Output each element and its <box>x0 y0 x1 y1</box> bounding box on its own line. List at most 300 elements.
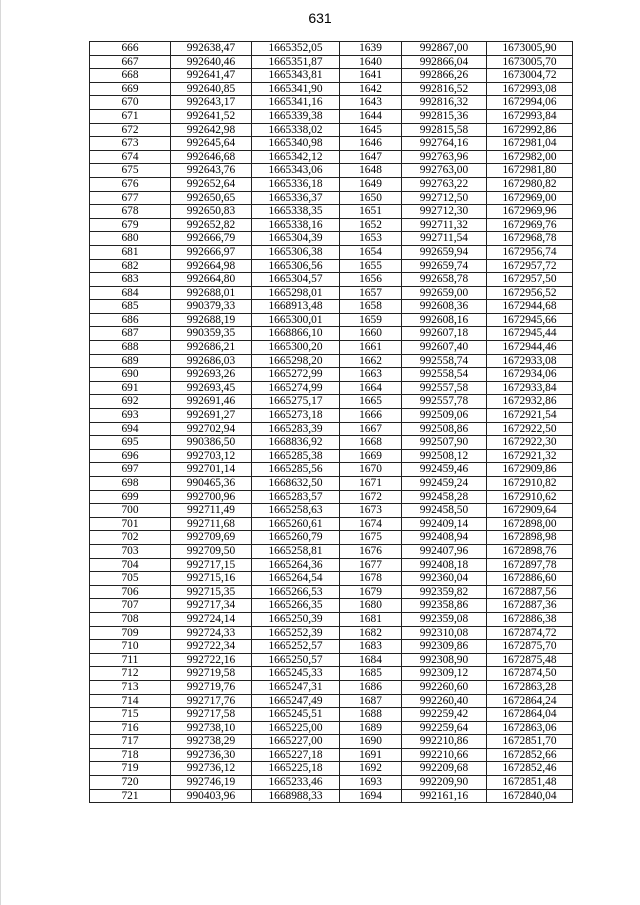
point-number-right-cell: 1664 <box>340 381 402 395</box>
x-coordinate-left-cell: 992736,30 <box>171 748 252 762</box>
x-coordinate-left-cell: 992688,01 <box>171 286 252 300</box>
table-row <box>90 612 573 626</box>
x-coordinate-right-cell: 992210,86 <box>402 735 487 749</box>
point-number-left-cell: 695 <box>90 436 171 450</box>
y-coordinate-right-cell: 1672887,56 <box>487 585 573 599</box>
x-coordinate-left-cell: 992664,80 <box>171 273 252 287</box>
y-coordinate-left-cell: 1668913,48 <box>252 300 340 314</box>
y-coordinate-right-cell: 1672933,08 <box>487 354 573 368</box>
x-coordinate-right-cell: 992309,12 <box>402 667 487 681</box>
y-coordinate-right-cell: 1672909,64 <box>487 504 573 518</box>
x-coordinate-left-cell: 992666,79 <box>171 232 252 246</box>
x-coordinate-right-cell: 992458,50 <box>402 504 487 518</box>
y-coordinate-left-cell: 1665264,54 <box>252 572 340 586</box>
x-coordinate-right-cell: 992459,46 <box>402 463 487 477</box>
table-row <box>90 544 573 558</box>
point-number-left-cell: 689 <box>90 354 171 368</box>
y-coordinate-right-cell: 1672993,08 <box>487 82 573 96</box>
point-number-left-cell: 682 <box>90 259 171 273</box>
x-coordinate-right-cell: 992607,18 <box>402 327 487 341</box>
table-row <box>90 205 573 219</box>
point-number-left-cell: 668 <box>90 69 171 83</box>
y-coordinate-right-cell: 1672934,06 <box>487 368 573 382</box>
y-coordinate-left-cell: 1665298,20 <box>252 354 340 368</box>
table-row <box>90 177 573 191</box>
point-number-left-cell: 679 <box>90 218 171 232</box>
table-row <box>90 123 573 137</box>
x-coordinate-left-cell: 992642,98 <box>171 123 252 137</box>
point-number-left-cell: 684 <box>90 286 171 300</box>
x-coordinate-left-cell: 992719,76 <box>171 680 252 694</box>
y-coordinate-right-cell: 1672898,98 <box>487 531 573 545</box>
x-coordinate-right-cell: 992359,82 <box>402 585 487 599</box>
table-row <box>90 449 573 463</box>
y-coordinate-right-cell: 1672886,38 <box>487 612 573 626</box>
y-coordinate-right-cell: 1672851,70 <box>487 735 573 749</box>
y-coordinate-right-cell: 1672969,76 <box>487 218 573 232</box>
table-row <box>90 341 573 355</box>
x-coordinate-right-cell: 992558,54 <box>402 368 487 382</box>
x-coordinate-right-cell: 992408,18 <box>402 558 487 572</box>
y-coordinate-right-cell: 1672874,72 <box>487 626 573 640</box>
y-coordinate-right-cell: 1672980,82 <box>487 177 573 191</box>
point-number-right-cell: 1663 <box>340 368 402 382</box>
y-coordinate-right-cell: 1672969,00 <box>487 191 573 205</box>
x-coordinate-left-cell: 992717,76 <box>171 694 252 708</box>
y-coordinate-left-cell: 1665298,01 <box>252 286 340 300</box>
x-coordinate-right-cell: 992867,00 <box>402 42 487 56</box>
point-number-right-cell: 1685 <box>340 667 402 681</box>
point-number-right-cell: 1693 <box>340 776 402 790</box>
y-coordinate-left-cell: 1665260,61 <box>252 517 340 531</box>
x-coordinate-right-cell: 992408,94 <box>402 531 487 545</box>
x-coordinate-right-cell: 992763,96 <box>402 150 487 164</box>
y-coordinate-left-cell: 1665247,49 <box>252 694 340 708</box>
y-coordinate-right-cell: 1672909,86 <box>487 463 573 477</box>
point-number-left-cell: 698 <box>90 477 171 491</box>
x-coordinate-right-cell: 992557,58 <box>402 381 487 395</box>
x-coordinate-left-cell: 992641,52 <box>171 109 252 123</box>
point-number-right-cell: 1646 <box>340 137 402 151</box>
x-coordinate-left-cell: 992724,33 <box>171 626 252 640</box>
table-row <box>90 748 573 762</box>
x-coordinate-left-cell: 992652,64 <box>171 177 252 191</box>
table-row <box>90 273 573 287</box>
table-row <box>90 42 573 56</box>
x-coordinate-left-cell: 992711,68 <box>171 517 252 531</box>
x-coordinate-left-cell: 992691,46 <box>171 395 252 409</box>
point-number-right-cell: 1694 <box>340 789 402 803</box>
point-number-right-cell: 1651 <box>340 205 402 219</box>
y-coordinate-left-cell: 1665225,18 <box>252 762 340 776</box>
table-row <box>90 137 573 151</box>
point-number-left-cell: 670 <box>90 96 171 110</box>
y-coordinate-right-cell: 1672932,86 <box>487 395 573 409</box>
y-coordinate-right-cell: 1672957,50 <box>487 273 573 287</box>
y-coordinate-left-cell: 1665233,46 <box>252 776 340 790</box>
y-coordinate-left-cell: 1665341,90 <box>252 82 340 96</box>
point-number-right-cell: 1665 <box>340 395 402 409</box>
y-coordinate-right-cell: 1672864,24 <box>487 694 573 708</box>
point-number-left-cell: 691 <box>90 381 171 395</box>
x-coordinate-right-cell: 992608,16 <box>402 313 487 327</box>
y-coordinate-left-cell: 1668836,92 <box>252 436 340 450</box>
point-number-right-cell: 1679 <box>340 585 402 599</box>
x-coordinate-right-cell: 992659,00 <box>402 286 487 300</box>
x-coordinate-left-cell: 990386,50 <box>171 436 252 450</box>
x-coordinate-left-cell: 992722,34 <box>171 640 252 654</box>
point-number-right-cell: 1654 <box>340 245 402 259</box>
point-number-right-cell: 1690 <box>340 735 402 749</box>
point-number-right-cell: 1648 <box>340 164 402 178</box>
point-number-left-cell: 714 <box>90 694 171 708</box>
x-coordinate-left-cell: 992650,65 <box>171 191 252 205</box>
point-number-left-cell: 719 <box>90 762 171 776</box>
table-row <box>90 69 573 83</box>
point-number-left-cell: 699 <box>90 490 171 504</box>
x-coordinate-left-cell: 990465,36 <box>171 477 252 491</box>
point-number-right-cell: 1686 <box>340 680 402 694</box>
y-coordinate-left-cell: 1665336,37 <box>252 191 340 205</box>
point-number-left-cell: 705 <box>90 572 171 586</box>
y-coordinate-left-cell: 1665225,00 <box>252 721 340 735</box>
y-coordinate-left-cell: 1665266,35 <box>252 599 340 613</box>
x-coordinate-left-cell: 990359,35 <box>171 327 252 341</box>
x-coordinate-left-cell: 992638,47 <box>171 42 252 56</box>
y-coordinate-right-cell: 1672875,70 <box>487 640 573 654</box>
x-coordinate-left-cell: 992711,49 <box>171 504 252 518</box>
table-row <box>90 354 573 368</box>
x-coordinate-right-cell: 992711,32 <box>402 218 487 232</box>
point-number-left-cell: 685 <box>90 300 171 314</box>
y-coordinate-left-cell: 1665304,57 <box>252 273 340 287</box>
y-coordinate-left-cell: 1665283,57 <box>252 490 340 504</box>
x-coordinate-right-cell: 992608,36 <box>402 300 487 314</box>
point-number-left-cell: 717 <box>90 735 171 749</box>
point-number-right-cell: 1669 <box>340 449 402 463</box>
coordinates-table-wrapper <box>89 41 572 803</box>
point-number-left-cell: 715 <box>90 708 171 722</box>
x-coordinate-left-cell: 992641,47 <box>171 69 252 83</box>
x-coordinate-right-cell: 992359,08 <box>402 612 487 626</box>
y-coordinate-left-cell: 1668632,50 <box>252 477 340 491</box>
y-coordinate-right-cell: 1672886,60 <box>487 572 573 586</box>
point-number-right-cell: 1687 <box>340 694 402 708</box>
y-coordinate-right-cell: 1672968,78 <box>487 232 573 246</box>
point-number-right-cell: 1644 <box>340 109 402 123</box>
x-coordinate-left-cell: 992686,21 <box>171 341 252 355</box>
x-coordinate-left-cell: 992650,83 <box>171 205 252 219</box>
y-coordinate-left-cell: 1665338,02 <box>252 123 340 137</box>
y-coordinate-right-cell: 1672982,00 <box>487 150 573 164</box>
y-coordinate-right-cell: 1672921,54 <box>487 409 573 423</box>
y-coordinate-left-cell: 1665250,57 <box>252 653 340 667</box>
y-coordinate-right-cell: 1673005,70 <box>487 55 573 69</box>
page-edge-line <box>0 0 1 905</box>
point-number-left-cell: 711 <box>90 653 171 667</box>
point-number-right-cell: 1657 <box>340 286 402 300</box>
table-row <box>90 626 573 640</box>
point-number-left-cell: 673 <box>90 137 171 151</box>
y-coordinate-right-cell: 1672993,84 <box>487 109 573 123</box>
table-row <box>90 776 573 790</box>
x-coordinate-left-cell: 992738,10 <box>171 721 252 735</box>
x-coordinate-left-cell: 992645,64 <box>171 137 252 151</box>
table-row <box>90 150 573 164</box>
table-row <box>90 55 573 69</box>
x-coordinate-left-cell: 992646,68 <box>171 150 252 164</box>
x-coordinate-left-cell: 992640,85 <box>171 82 252 96</box>
y-coordinate-right-cell: 1672981,80 <box>487 164 573 178</box>
y-coordinate-right-cell: 1672992,86 <box>487 123 573 137</box>
point-number-left-cell: 696 <box>90 449 171 463</box>
point-number-left-cell: 721 <box>90 789 171 803</box>
point-number-left-cell: 707 <box>90 599 171 613</box>
y-coordinate-left-cell: 1665283,39 <box>252 422 340 436</box>
point-number-right-cell: 1673 <box>340 504 402 518</box>
x-coordinate-right-cell: 992508,86 <box>402 422 487 436</box>
point-number-left-cell: 687 <box>90 327 171 341</box>
point-number-left-cell: 688 <box>90 341 171 355</box>
x-coordinate-left-cell: 992640,46 <box>171 55 252 69</box>
point-number-right-cell: 1680 <box>340 599 402 613</box>
point-number-right-cell: 1667 <box>340 422 402 436</box>
x-coordinate-right-cell: 992209,68 <box>402 762 487 776</box>
table-row <box>90 286 573 300</box>
point-number-left-cell: 669 <box>90 82 171 96</box>
table-row <box>90 164 573 178</box>
table-row <box>90 191 573 205</box>
x-coordinate-left-cell: 992746,19 <box>171 776 252 790</box>
x-coordinate-left-cell: 992701,14 <box>171 463 252 477</box>
table-row <box>90 721 573 735</box>
y-coordinate-right-cell: 1672922,50 <box>487 422 573 436</box>
point-number-left-cell: 708 <box>90 612 171 626</box>
y-coordinate-left-cell: 1665304,39 <box>252 232 340 246</box>
y-coordinate-right-cell: 1672863,06 <box>487 721 573 735</box>
x-coordinate-right-cell: 992309,86 <box>402 640 487 654</box>
x-coordinate-right-cell: 992607,40 <box>402 341 487 355</box>
table-row <box>90 381 573 395</box>
table-row <box>90 762 573 776</box>
table-row <box>90 82 573 96</box>
x-coordinate-right-cell: 992711,54 <box>402 232 487 246</box>
x-coordinate-right-cell: 992358,86 <box>402 599 487 613</box>
point-number-left-cell: 680 <box>90 232 171 246</box>
point-number-left-cell: 712 <box>90 667 171 681</box>
point-number-left-cell: 701 <box>90 517 171 531</box>
point-number-left-cell: 677 <box>90 191 171 205</box>
y-coordinate-left-cell: 1665273,18 <box>252 409 340 423</box>
x-coordinate-right-cell: 992659,94 <box>402 245 487 259</box>
x-coordinate-right-cell: 992558,74 <box>402 354 487 368</box>
coordinates-table-body <box>90 42 573 803</box>
point-number-right-cell: 1645 <box>340 123 402 137</box>
y-coordinate-right-cell: 1672957,72 <box>487 259 573 273</box>
x-coordinate-left-cell: 992709,69 <box>171 531 252 545</box>
point-number-right-cell: 1675 <box>340 531 402 545</box>
table-row <box>90 395 573 409</box>
y-coordinate-left-cell: 1665336,18 <box>252 177 340 191</box>
point-number-left-cell: 692 <box>90 395 171 409</box>
y-coordinate-right-cell: 1672852,46 <box>487 762 573 776</box>
y-coordinate-left-cell: 1665340,98 <box>252 137 340 151</box>
y-coordinate-left-cell: 1665250,39 <box>252 612 340 626</box>
x-coordinate-right-cell: 992209,90 <box>402 776 487 790</box>
y-coordinate-right-cell: 1672994,06 <box>487 96 573 110</box>
point-number-right-cell: 1677 <box>340 558 402 572</box>
y-coordinate-right-cell: 1672874,50 <box>487 667 573 681</box>
y-coordinate-left-cell: 1665338,35 <box>252 205 340 219</box>
table-row <box>90 422 573 436</box>
point-number-left-cell: 697 <box>90 463 171 477</box>
x-coordinate-left-cell: 992686,03 <box>171 354 252 368</box>
point-number-right-cell: 1656 <box>340 273 402 287</box>
point-number-right-cell: 1688 <box>340 708 402 722</box>
page-number: 631 <box>308 10 332 26</box>
y-coordinate-right-cell: 1672921,32 <box>487 449 573 463</box>
y-coordinate-right-cell: 1672910,62 <box>487 490 573 504</box>
point-number-left-cell: 720 <box>90 776 171 790</box>
table-row <box>90 653 573 667</box>
x-coordinate-right-cell: 992509,06 <box>402 409 487 423</box>
point-number-left-cell: 690 <box>90 368 171 382</box>
x-coordinate-right-cell: 992409,14 <box>402 517 487 531</box>
point-number-left-cell: 681 <box>90 245 171 259</box>
y-coordinate-left-cell: 1665264,36 <box>252 558 340 572</box>
y-coordinate-left-cell: 1665285,56 <box>252 463 340 477</box>
x-coordinate-left-cell: 992688,19 <box>171 313 252 327</box>
x-coordinate-left-cell: 992693,45 <box>171 381 252 395</box>
table-row <box>90 477 573 491</box>
table-row <box>90 490 573 504</box>
table-row <box>90 680 573 694</box>
y-coordinate-left-cell: 1665274,99 <box>252 381 340 395</box>
x-coordinate-left-cell: 992643,76 <box>171 164 252 178</box>
x-coordinate-right-cell: 992764,16 <box>402 137 487 151</box>
x-coordinate-right-cell: 992712,50 <box>402 191 487 205</box>
table-row <box>90 667 573 681</box>
y-coordinate-left-cell: 1665300,20 <box>252 341 340 355</box>
x-coordinate-left-cell: 990379,33 <box>171 300 252 314</box>
point-number-right-cell: 1653 <box>340 232 402 246</box>
y-coordinate-right-cell: 1672944,68 <box>487 300 573 314</box>
x-coordinate-right-cell: 992458,28 <box>402 490 487 504</box>
y-coordinate-left-cell: 1665352,05 <box>252 42 340 56</box>
table-row <box>90 517 573 531</box>
x-coordinate-left-cell: 992693,26 <box>171 368 252 382</box>
x-coordinate-right-cell: 992866,04 <box>402 55 487 69</box>
x-coordinate-left-cell: 992717,15 <box>171 558 252 572</box>
x-coordinate-left-cell: 992703,12 <box>171 449 252 463</box>
point-number-left-cell: 683 <box>90 273 171 287</box>
x-coordinate-right-cell: 992161,16 <box>402 789 487 803</box>
y-coordinate-right-cell: 1672910,82 <box>487 477 573 491</box>
y-coordinate-left-cell: 1665258,63 <box>252 504 340 518</box>
y-coordinate-left-cell: 1665343,06 <box>252 164 340 178</box>
y-coordinate-right-cell: 1672933,84 <box>487 381 573 395</box>
table-row <box>90 218 573 232</box>
x-coordinate-right-cell: 992210,66 <box>402 748 487 762</box>
y-coordinate-right-cell: 1672875,48 <box>487 653 573 667</box>
point-number-right-cell: 1643 <box>340 96 402 110</box>
point-number-right-cell: 1649 <box>340 177 402 191</box>
table-row <box>90 585 573 599</box>
table-row <box>90 109 573 123</box>
y-coordinate-right-cell: 1672944,46 <box>487 341 573 355</box>
point-number-left-cell: 718 <box>90 748 171 762</box>
x-coordinate-right-cell: 992508,12 <box>402 449 487 463</box>
point-number-right-cell: 1678 <box>340 572 402 586</box>
y-coordinate-right-cell: 1672864,04 <box>487 708 573 722</box>
point-number-right-cell: 1655 <box>340 259 402 273</box>
x-coordinate-right-cell: 992712,30 <box>402 205 487 219</box>
x-coordinate-right-cell: 992459,24 <box>402 477 487 491</box>
point-number-right-cell: 1660 <box>340 327 402 341</box>
point-number-right-cell: 1662 <box>340 354 402 368</box>
point-number-right-cell: 1692 <box>340 762 402 776</box>
point-number-right-cell: 1683 <box>340 640 402 654</box>
x-coordinate-left-cell: 992643,17 <box>171 96 252 110</box>
point-number-right-cell: 1676 <box>340 544 402 558</box>
y-coordinate-right-cell: 1672851,48 <box>487 776 573 790</box>
y-coordinate-right-cell: 1672840,04 <box>487 789 573 803</box>
y-coordinate-right-cell: 1672956,74 <box>487 245 573 259</box>
table-row <box>90 504 573 518</box>
x-coordinate-left-cell: 990403,96 <box>171 789 252 803</box>
x-coordinate-left-cell: 992719,58 <box>171 667 252 681</box>
y-coordinate-right-cell: 1672922,30 <box>487 436 573 450</box>
point-number-left-cell: 676 <box>90 177 171 191</box>
x-coordinate-right-cell: 992763,00 <box>402 164 487 178</box>
point-number-left-cell: 706 <box>90 585 171 599</box>
x-coordinate-left-cell: 992717,58 <box>171 708 252 722</box>
point-number-left-cell: 693 <box>90 409 171 423</box>
point-number-left-cell: 704 <box>90 558 171 572</box>
point-number-right-cell: 1684 <box>340 653 402 667</box>
table-row <box>90 558 573 572</box>
y-coordinate-right-cell: 1672945,66 <box>487 313 573 327</box>
table-row <box>90 599 573 613</box>
x-coordinate-left-cell: 992736,12 <box>171 762 252 776</box>
table-row <box>90 96 573 110</box>
point-number-left-cell: 703 <box>90 544 171 558</box>
table-row <box>90 531 573 545</box>
y-coordinate-left-cell: 1665341,16 <box>252 96 340 110</box>
x-coordinate-right-cell: 992816,32 <box>402 96 487 110</box>
x-coordinate-left-cell: 992666,97 <box>171 245 252 259</box>
table-row <box>90 640 573 654</box>
x-coordinate-right-cell: 992310,08 <box>402 626 487 640</box>
point-number-right-cell: 1691 <box>340 748 402 762</box>
point-number-right-cell: 1641 <box>340 69 402 83</box>
point-number-left-cell: 702 <box>90 531 171 545</box>
table-row <box>90 463 573 477</box>
y-coordinate-right-cell: 1672863,28 <box>487 680 573 694</box>
y-coordinate-right-cell: 1672969,96 <box>487 205 573 219</box>
y-coordinate-left-cell: 1665339,38 <box>252 109 340 123</box>
point-number-left-cell: 674 <box>90 150 171 164</box>
table-row <box>90 300 573 314</box>
point-number-right-cell: 1670 <box>340 463 402 477</box>
y-coordinate-right-cell: 1672897,78 <box>487 558 573 572</box>
point-number-left-cell: 667 <box>90 55 171 69</box>
x-coordinate-right-cell: 992659,74 <box>402 259 487 273</box>
point-number-left-cell: 694 <box>90 422 171 436</box>
point-number-right-cell: 1642 <box>340 82 402 96</box>
y-coordinate-left-cell: 1665272,99 <box>252 368 340 382</box>
table-row <box>90 694 573 708</box>
